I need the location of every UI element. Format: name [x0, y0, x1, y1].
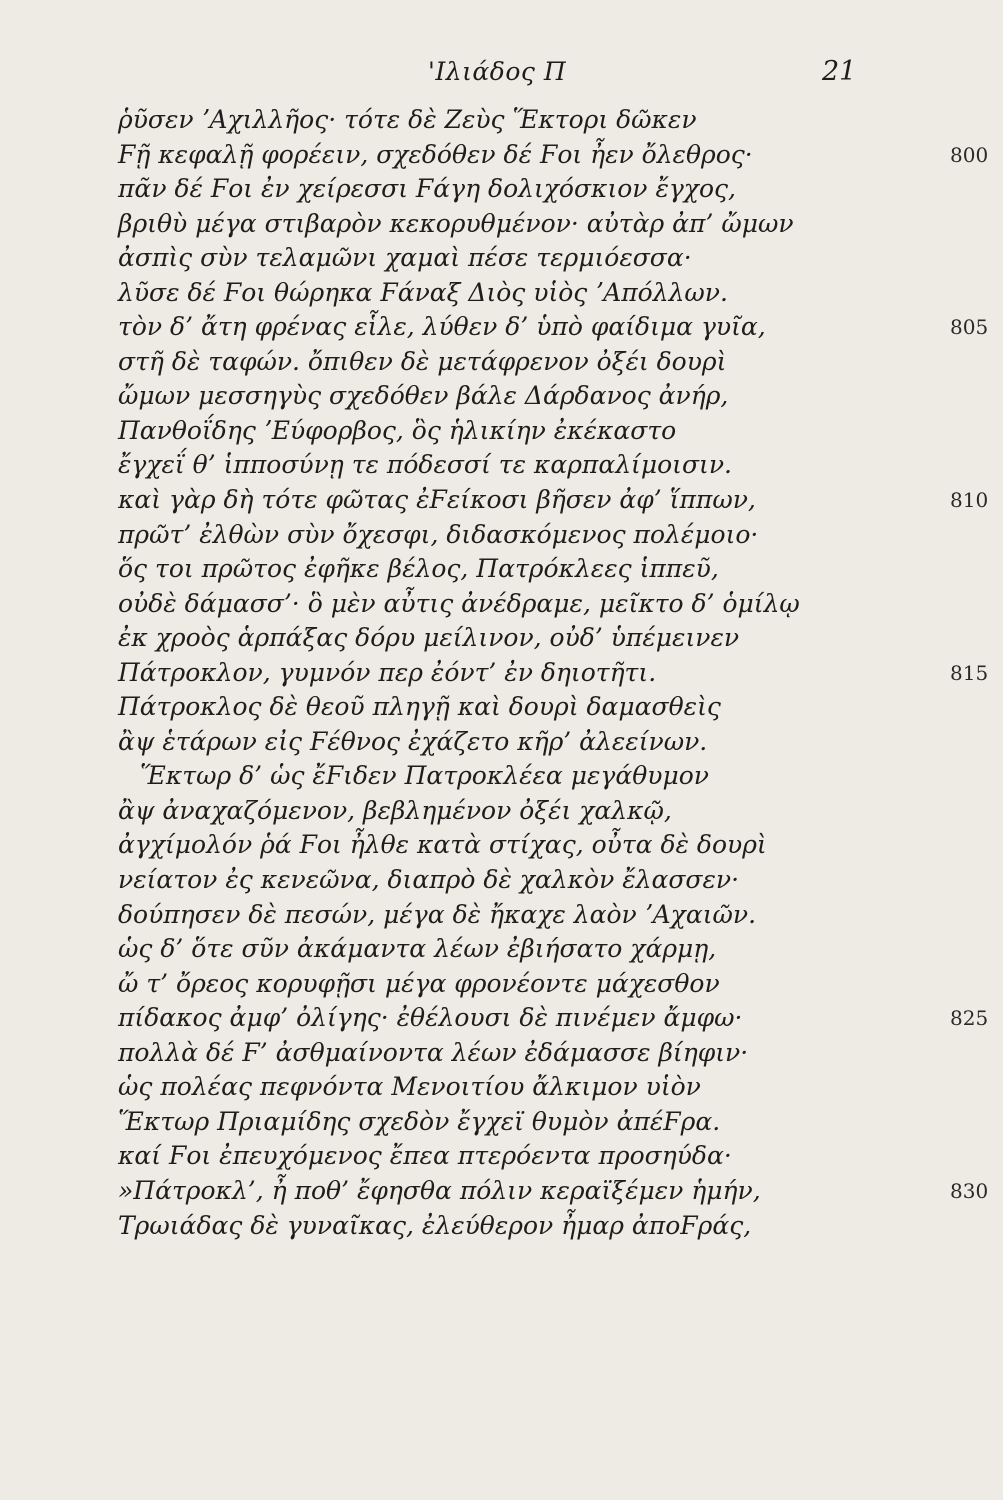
verse-text: πίδακος ἀμφ’ ὀλίγης· ἐθέλουσι δὲ πινέμεν ἄμφω·: [118, 1003, 743, 1033]
verse-line: [118, 828, 848, 863]
verse-text: καὶ γὰρ δὴ τότε φῶτας ἐϜείκοσι βῆσεν ἀφ’ ἵππων,: [118, 485, 756, 515]
verse-line: [118, 518, 848, 553]
verse-text: ἀγχίμολόν ῥά Ϝοι ἦλθε κατὰ στίχας, οὖτα δὲ δουρὶ: [118, 830, 767, 860]
verse-text: πρῶτ’ ἐλθὼν σὺν ὄχεσφι, διδασκόμενος πολέμοιο·: [118, 519, 759, 549]
verse-text: Πάτροκλον, γυμνόν περ ἐόντ’ ἐν δηιοτῆτι.: [118, 657, 657, 687]
verse-line: [118, 967, 848, 1002]
line-number: 810: [950, 488, 989, 513]
verse-text: ῥῦσεν ʼΑχιλλῆος· τότε δὲ Ζεὺς Ἕκτορι δῶκεν: [118, 105, 697, 134]
verse-line: [118, 103, 848, 138]
verse-text: ἐκ χροὸς ἁρπάξας δόρυ μείλινον, οὐδ’ ὑπέμεινεν: [118, 623, 740, 653]
verse-line: [118, 483, 989, 518]
verse-line: [118, 725, 848, 760]
verse-text: νείατον ἐς κενεῶνα, διαπρὸ δὲ χαλκὸν ἔλασσεν·: [118, 865, 740, 895]
verse-line: [118, 656, 989, 691]
verse-line: [118, 621, 848, 656]
verse-line: [118, 794, 848, 829]
verse-line: [118, 172, 848, 207]
verse-text: λῦσε δέ Ϝοι θώρηκα Ϝάναξ Διὸς υἱὸς ʼΑπόλλων.: [118, 277, 728, 307]
verse-text: ὤμων μεσσηγὺς σχεδόθεν βάλε Δάρδανος ἀνήρ,: [118, 381, 729, 411]
verse-text: ἔγχεΐ θ’ ἱπποσύνῃ τε πόδεσσί τε καρπαλίμοισιν.: [118, 450, 732, 480]
verse-line: [118, 1001, 989, 1036]
verse-line: [118, 414, 848, 449]
verse-line: [118, 932, 848, 967]
verse-line: [118, 448, 848, 483]
verse-text: Πάτροκλος δὲ θεοῦ πληγῇ καὶ δουρὶ δαμασθεὶς: [118, 692, 721, 722]
verse-line: [118, 1036, 848, 1071]
line-number: 825: [950, 1006, 989, 1031]
verse-text: ὡς πολέας πεφνόντα Μενοιτίου ἄλκιμον υἱὸν: [118, 1072, 701, 1102]
verse-text: Ϝῇ κεφαλῇ φορέειν, σχεδόθεν δέ Ϝοι ἦεν ὄλεθρος·: [118, 139, 753, 169]
verse-line: [118, 1209, 848, 1244]
verse-line: [118, 759, 848, 794]
verse-text: πᾶν δέ Ϝοι ἐν χείρεσσι Ϝάγη δολιχόσκιον ἔγχος,: [118, 174, 736, 204]
verse-text: Τρωιάδας δὲ γυναῖκας, ἐλεύθερον ἦμαρ ἀποϜράς,: [118, 1210, 752, 1240]
verse-text: Ἕκτωρ Πριαμίδης σχεδὸν ἔγχεϊ θυμὸν ἀπέϜρα.: [118, 1106, 721, 1136]
verse-text: καί Ϝοι ἐπευχόμενος ἔπεα πτερόεντα προσηύδα·: [118, 1141, 732, 1171]
verse-line: [118, 690, 848, 725]
verse-text: Ἕκτωρ δ’ ὡς ἔϜιδεν Πατροκλέεα μεγάθυμον: [140, 761, 709, 791]
verse-line: [118, 898, 848, 933]
verse-line: [118, 276, 848, 311]
verse-text: ἂψ ἀναχαζόμενον, βεβλημένον ὀξέι χαλκῷ,: [118, 795, 672, 825]
verse-line: [118, 1139, 848, 1174]
line-number: 805: [950, 315, 989, 340]
verse-line: [118, 863, 848, 898]
verse-line: [118, 345, 848, 380]
verse-text: ὤ τ’ ὄρεος κορυφῇσι μέγα φρονέοντε μάχεσθον: [118, 968, 720, 998]
verse-text: δούπησεν δὲ πεσών, μέγα δὲ ἤκαχε λαὸν ʼΑχαιῶν.: [118, 899, 757, 929]
verse-line: [118, 587, 848, 622]
verse-text: πολλὰ δέ Ϝ’ ἀσθμαίνοντα λέων ἐδάμασσε βίηφιν·: [118, 1037, 749, 1067]
verse-line: [118, 1070, 848, 1105]
line-number: 800: [950, 142, 989, 167]
verse-block: [118, 103, 989, 1243]
verse-line: [118, 552, 848, 587]
verse-line: [118, 1105, 848, 1140]
verse-text: τὸν δ’ ἄτη φρένας εἷλε, λύθεν δ’ ὑπὸ φαίδιμα γυῖα,: [118, 312, 766, 342]
verse-line: [118, 1174, 989, 1209]
running-title: 'Ιλιάδος Π: [428, 57, 567, 86]
verse-line: [118, 241, 848, 276]
verse-text: ἂψ ἑτάρων εἰς Ϝέθνος ἐχάζετο κῆρ’ ἀλεείνων.: [118, 726, 708, 756]
verse-text: ὡς δ’ ὅτε σῦν ἀκάμαντα λέων ἐβιήσατο χάρμῃ,: [118, 934, 717, 964]
verse-text: οὐδὲ δάμασσ’· ὃ μὲν αὖτις ἀνέδραμε, μεῖκτο δ’ ὁμίλῳ: [118, 588, 800, 618]
verse-text: »Πάτροκλ’, ἦ ποθ’ ἔφησθα πόλιν κεραϊξέμεν ἡμήν,: [118, 1175, 761, 1205]
verse-text: ὅς τοι πρῶτος ἐφῆκε βέλος, Πατρόκλεες ἱππεῦ,: [118, 554, 719, 584]
page-number: 21: [822, 56, 857, 87]
verse-line: [118, 207, 848, 242]
line-number: 815: [950, 660, 989, 685]
verse-text: στῆ δὲ ταφών. ὄπιθεν δὲ μετάφρενον ὀξέι δουρὶ: [118, 346, 727, 376]
verse-text: Πανθοΐδης ʼΕύφορβος, ὃς ἡλικίην ἐκέκαστο: [118, 415, 677, 445]
verse-text: βριθὺ μέγα στιβαρὸν κεκορυθμένον· αὐτὰρ ἀπ’ ὤμων: [118, 208, 794, 238]
line-number: 830: [950, 1178, 989, 1203]
verse-text: ἀσπὶς σὺν τελαμῶνι χαμαὶ πέσε τερμιόεσσα·: [118, 243, 692, 273]
verse-line: [118, 138, 989, 173]
verse-line: [118, 310, 989, 345]
verse-line: [118, 379, 848, 414]
